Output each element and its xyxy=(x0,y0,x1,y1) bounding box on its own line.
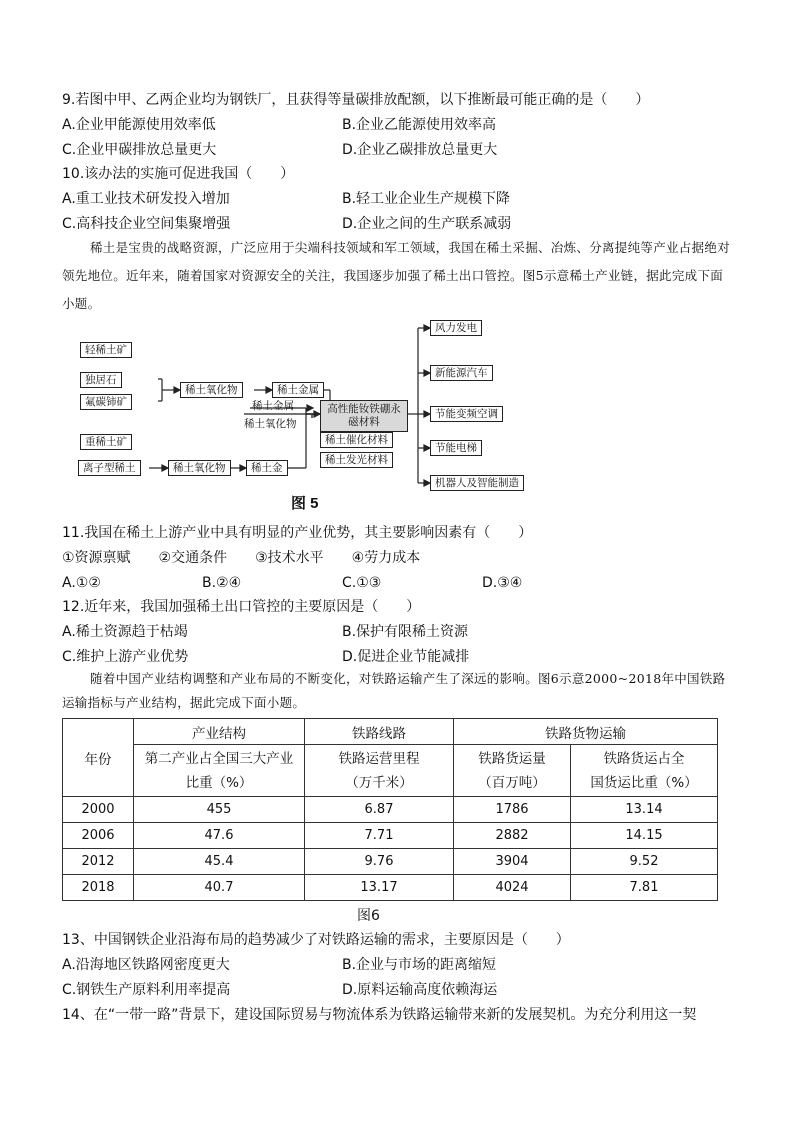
catalyst-material-box: 稀土催化材料 xyxy=(320,432,393,448)
cell: 13.17 xyxy=(305,875,454,901)
cell: 6.87 xyxy=(305,797,454,823)
table-row xyxy=(63,823,718,849)
q12-stem: 12.近年来，我国加强稀土出口管控的主要原因是（ ） xyxy=(62,599,421,615)
cell: 9.52 xyxy=(571,849,718,875)
q13-option-c: C.钢铁生产原料利用率提高 xyxy=(62,982,231,998)
cell: 2006 xyxy=(63,823,134,849)
cell: 2882 xyxy=(454,823,571,849)
q9-option-d: D.企业乙碳排放总量更大 xyxy=(342,142,498,158)
q11-option-b: B.②④ xyxy=(202,575,242,591)
cell: 2000 xyxy=(63,797,134,823)
q10-option-c: C.高科技企业空间集聚增强 xyxy=(62,216,231,232)
q14-stem: 14、在“一带一路”背景下，建设国际贸易与物流体系为铁路运输带来新的发展契机。为充分利用这一契 xyxy=(62,1007,697,1023)
ndfeb-magnet-box: 高性能钕铁硼永磁材料 xyxy=(320,400,408,432)
cell: 40.7 xyxy=(134,875,305,901)
q10-option-d: D.企业之间的生产联系减弱 xyxy=(342,216,512,232)
q13-option-a: A.沿海地区铁路网密度更大 xyxy=(62,957,230,973)
q9-option-c: C.企业甲碳排放总量更大 xyxy=(62,142,217,158)
ionic-rare-earth-box: 离子型稀土 xyxy=(78,460,141,476)
passage-rare-earth: 稀土是宝贵的战略资源，广泛应用于尖端科技领域和军工领域，我国在稀土采掘、冶炼、分离提纯等产业占据绝对领先地位。近年来，随着国家对资源安全的关注，我国逐步加强了稀土出口管控。图5示意稀土产业链，据此完成下面小题。 xyxy=(62,240,731,311)
cell: 455 xyxy=(134,797,305,823)
q11-option-c: C.①③ xyxy=(342,575,382,591)
figure-5-caption: 图 5 xyxy=(291,495,319,512)
bastnaesite-box: 氟碳铈矿 xyxy=(80,394,132,410)
q11-factors: ①资源禀赋 ②交通条件 ③技术水平 ④劳力成本 xyxy=(62,550,421,566)
app-elevator-box: 节能电梯 xyxy=(430,440,482,456)
q11-option-d: D.③④ xyxy=(482,575,523,591)
cell: 47.6 xyxy=(134,823,305,849)
q11-option-a: A.①② xyxy=(62,575,101,591)
cell: 7.81 xyxy=(571,875,718,901)
q12-option-c: C.维护上游产业优势 xyxy=(62,649,189,665)
app-wind-power-box: 风力发电 xyxy=(430,320,482,336)
q12-option-a: A.稀土资源趋于枯竭 xyxy=(62,624,188,640)
q13-stem: 13、中国钢铁企业沿海布局的趋势减少了对铁路运输的需求，主要原因是（ ） xyxy=(62,932,570,948)
table-row xyxy=(63,797,718,823)
group-railway-freight: 铁路货物运输 xyxy=(454,719,718,745)
q13-option-d: D.原料运输高度依赖海运 xyxy=(342,982,498,998)
q11-stem: 11.我国在稀土上游产业中具有明显的产业优势，其主要影响因素有（ ） xyxy=(62,525,533,541)
cell: 2018 xyxy=(63,875,134,901)
luminescent-material-box: 稀土发光材料 xyxy=(320,452,393,468)
q9-stem: 9.若图中甲、乙两企业均为钢铁厂，且获得等量碳排放配额，以下推断最可能正确的是（ ） xyxy=(62,92,650,108)
cell: 7.71 xyxy=(305,823,454,849)
rare-earth-oxide-box-2: 稀土氧化物 xyxy=(168,460,231,476)
monazite-box: 独居石 xyxy=(80,372,122,388)
header-secondary-share: 第二产业占全国三大产业 比重（%） xyxy=(134,745,305,797)
rare-earth-metal-box-2: 稀土金 xyxy=(246,460,288,476)
app-robotics-box: 机器人及智能制造 xyxy=(430,475,524,491)
figure-6-caption: 图6 xyxy=(357,908,380,924)
group-railway-lines: 铁路线路 xyxy=(305,719,454,745)
cell: 2012 xyxy=(63,849,134,875)
light-rare-earth-ore-box: 轻稀土矿 xyxy=(80,342,132,358)
table-row xyxy=(63,875,718,901)
cell: 9.76 xyxy=(305,849,454,875)
mid-metal-label: 稀土金属 xyxy=(252,400,294,412)
table-row xyxy=(63,849,718,875)
cell: 13.14 xyxy=(571,797,718,823)
col-year-header: 年份 xyxy=(63,719,134,797)
q12-option-b: B.保护有限稀土资源 xyxy=(342,624,469,640)
q12-option-d: D.促进企业节能减排 xyxy=(342,649,470,665)
q10-option-b: B.轻工业企业生产规模下降 xyxy=(342,191,511,207)
group-industry-structure: 产业结构 xyxy=(134,719,305,745)
rare-earth-metal-box-1: 稀土金属 xyxy=(272,382,324,398)
app-inverter-ac-box: 节能变频空调 xyxy=(430,406,503,422)
cell: 45.4 xyxy=(134,849,305,875)
q13-option-b: B.企业与市场的距离缩短 xyxy=(342,957,497,973)
railway-table xyxy=(62,718,718,901)
q10-option-a: A.重工业技术研发投入增加 xyxy=(62,191,230,207)
cell: 1786 xyxy=(454,797,571,823)
q9-option-a: A.企业甲能源使用效率低 xyxy=(62,117,216,133)
cell: 14.15 xyxy=(571,823,718,849)
rare-earth-oxide-box-1: 稀土氧化物 xyxy=(180,382,243,398)
passage-railway: 随着中国产业结构调整和产业布局的不断变化，对铁路运输产生了深远的影响。图6示意2000~2018年中国铁路运输指标与产业结构，据此完成下面小题。 xyxy=(62,671,726,710)
header-freight-volume: 铁路货运量 （百万吨） xyxy=(454,745,571,797)
app-new-energy-vehicle-box: 新能源汽车 xyxy=(430,365,493,381)
cell: 3904 xyxy=(454,849,571,875)
q10-stem: 10.该办法的实施可促进我国（ ） xyxy=(62,166,295,182)
figure-5 xyxy=(72,318,542,498)
header-freight-share: 铁路货运占全 国货运比重（%） xyxy=(571,745,718,797)
header-railway-mileage: 铁路运营里程 （万千米） xyxy=(305,745,454,797)
heavy-rare-earth-ore-box: 重稀土矿 xyxy=(80,434,132,450)
q9-option-b: B.企业乙能源使用效率高 xyxy=(342,117,497,133)
cell: 4024 xyxy=(454,875,571,901)
mid-oxide-label: 稀土氧化物 xyxy=(244,418,297,430)
